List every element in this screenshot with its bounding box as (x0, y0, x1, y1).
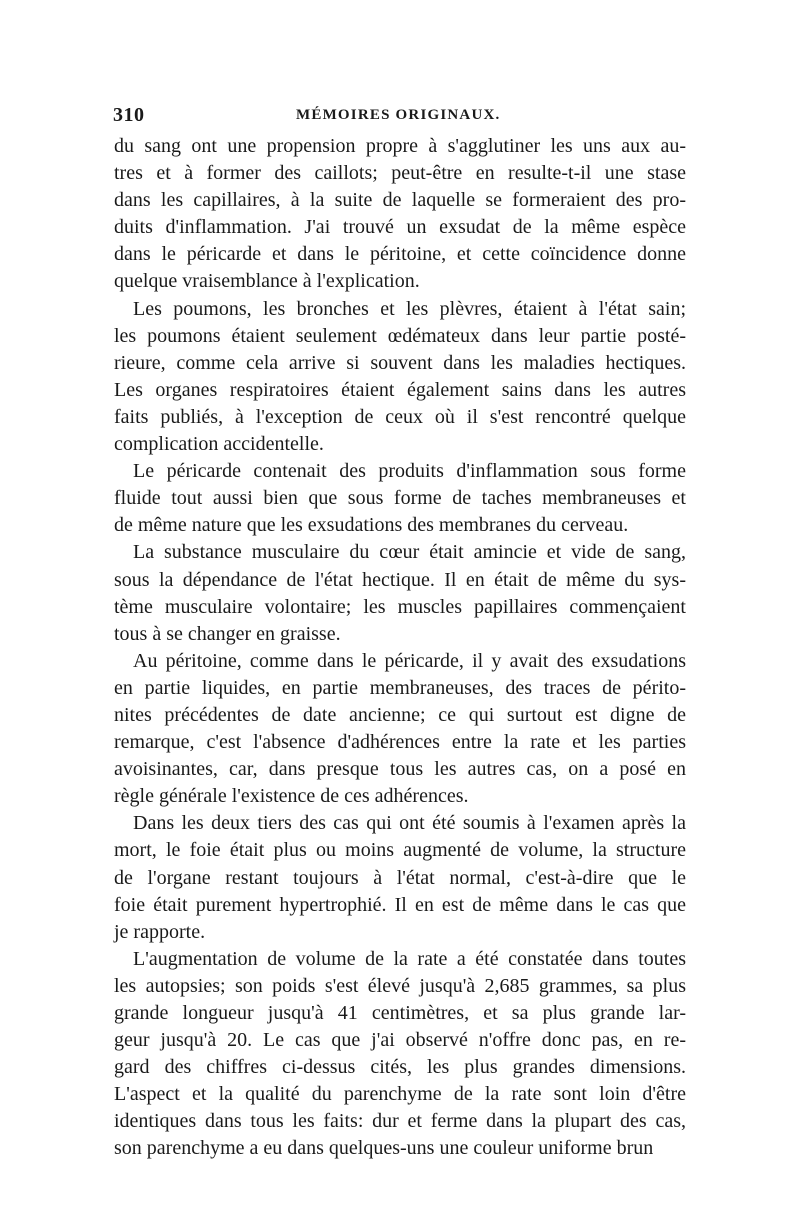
text-line: dans les capillaires, à la suite de laquelle se formeraient des pro- (114, 189, 686, 212)
text-line: je rapporte. (114, 920, 206, 943)
text-line: du sang ont une propension propre à s'agglutiner les uns aux au- (114, 135, 686, 157)
text-line: son parenchyme a eu dans quelques-uns une couleur uniforme brun (114, 1137, 654, 1160)
body-text (114, 133, 686, 1163)
text-line: gard des chiffres ci-dessus cités, les plus grandes dimensions. (114, 1056, 686, 1079)
text-line: complication accidentelle. (114, 433, 324, 456)
paragraph (114, 539, 686, 647)
text-line: rieure, comme cela arrive si souvent dans les maladies hectiques. (114, 351, 686, 374)
text-line: de l'organe restant toujours à l'état normal, c'est-à-dire que le (114, 866, 686, 889)
text-line: en partie liquides, en partie membraneuses, des traces de périto- (114, 676, 686, 699)
text-line: Dans les deux tiers des cas qui ont été soumis à l'examen après la (133, 812, 686, 835)
text-line: les autopsies; son poids s'est élevé jusqu'à 2,685 grammes, sa plus (114, 974, 686, 997)
text-line: nites précédentes de date ancienne; ce qui surtout est digne de (114, 703, 686, 726)
paragraph (114, 648, 686, 811)
text-line: Le péricarde contenait des produits d'inflammation sous forme (133, 460, 686, 483)
text-line: Au péritoine, comme dans le péricarde, il y avait des exsudations (133, 649, 686, 672)
paragraph (114, 296, 686, 459)
paragraph (114, 810, 686, 945)
text-line: tème musculaire volontaire; les muscles papillaires commençaient (114, 595, 686, 618)
paragraph (114, 133, 686, 296)
paragraph (114, 458, 686, 539)
text-line: Les organes respiratoires étaient également sains dans les autres (114, 378, 686, 401)
text-line: avoisinantes, car, dans presque tous les autres cas, on a posé en (114, 758, 686, 781)
running-title: MÉMOIRES ORIGINAUX. (296, 107, 501, 123)
text-line: fluide tout aussi bien que sous forme de taches membraneuses et (114, 487, 686, 510)
text-line: tous à se changer en graisse. (114, 622, 341, 645)
text-line: L'augmentation de volume de la rate a été constatée dans toutes (133, 947, 686, 970)
running-head (113, 104, 688, 130)
text-line: sous la dépendance de l'état hectique. Il en était de même du sys- (114, 568, 686, 591)
text-line: La substance musculaire du cœur était amincie et vide de sang, (133, 541, 686, 564)
text-line: Les poumons, les bronches et les plèvres, étaient à l'état sain; (133, 297, 686, 320)
text-line: tres et à former des caillots; peut-être en resulte-t-il une stase (114, 162, 686, 185)
text-line: dans le péricarde et dans le péritoine, et cette coïncidence donne (114, 243, 686, 266)
text-line: les poumons étaient seulement œdémateux dans leur partie posté- (114, 324, 686, 347)
text-line: faits publiés, à l'exception de ceux où il s'est rencontré quelque (114, 405, 686, 428)
text-line: de même nature que les exsudations des membranes du cerveau. (114, 514, 629, 537)
text-line: remarque, c'est l'absence d'adhérences entre la rate et les parties (114, 731, 686, 754)
text-line: foie était purement hypertrophié. Il en est de même dans le cas que (114, 893, 686, 916)
text-line: quelque vraisemblance à l'explication. (114, 270, 420, 293)
text-line: duits d'inflammation. J'ai trouvé un exsudat de la même espèce (114, 216, 686, 239)
text-line: mort, le foie était plus ou moins augmenté de volume, la structure (114, 839, 686, 862)
text-line: règle générale l'existence de ces adhérences. (114, 785, 469, 808)
page-number: 310 (113, 104, 145, 126)
text-line: identiques dans tous les faits: dur et ferme dans la plupart des cas, (114, 1110, 686, 1133)
text-line: L'aspect et la qualité du parenchyme de la rate sont loin d'être (114, 1083, 686, 1106)
text-line: geur jusqu'à 20. Le cas que j'ai observé n'offre donc pas, en re- (114, 1029, 686, 1052)
text-line: grande longueur jusqu'à 41 centimètres, et sa plus grande lar- (114, 1002, 686, 1024)
paragraph (114, 946, 686, 1163)
